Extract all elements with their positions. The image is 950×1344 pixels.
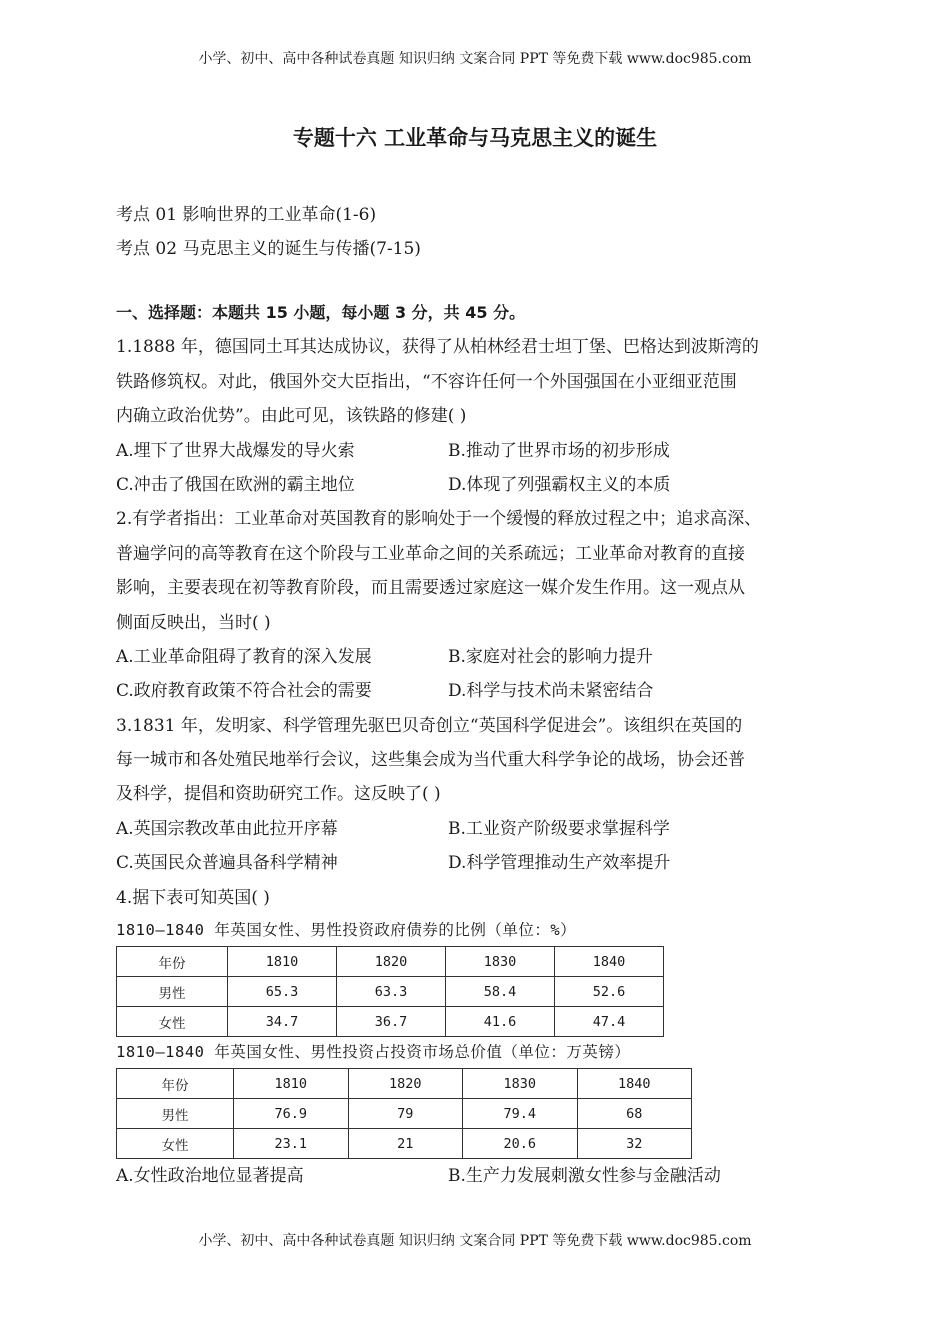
table-row	[117, 1069, 692, 1099]
question-text: 内确立政治优势”。由此可见，该铁路的修建( )	[116, 406, 467, 427]
page-title: 专题十六 工业革命与马克思主义的诞生	[292, 126, 658, 150]
table-row	[117, 977, 664, 1007]
option-c: C.英国民众普遍具备科学精神	[116, 853, 338, 874]
topic-item: 考点 01 影响世界的工业革命(1-6)	[116, 205, 377, 225]
question-text: 3.1831 年，发明家、科学管理先驱巴贝奇创立“英国科学促进会”。该组织在英国的	[116, 715, 743, 736]
option-a: A.女性政治地位显著提高	[116, 1166, 304, 1187]
table-cell: 65.3	[228, 977, 337, 1007]
topic-item: 考点 02 马克思主义的诞生与传播(7-15)	[116, 239, 421, 259]
table-cell: 23.1	[234, 1129, 349, 1159]
bond-ratio-table	[116, 946, 664, 1037]
table-cell: 1840	[577, 1069, 692, 1099]
question-text: 侧面反映出，当时( )	[116, 612, 271, 633]
table-caption: 1810—1840 年英国女性、男性投资占投资市场总价值（单位：万英镑）	[116, 1043, 631, 1062]
question-3	[116, 709, 836, 881]
option-b: B.生产力发展刺激女性参与金融活动	[448, 1166, 721, 1187]
option-d: D.体现了列强霸权主义的本质	[448, 474, 671, 495]
option-d: D.科学与技术尚未紧密结合	[448, 681, 654, 702]
table-cell: 52.6	[555, 977, 664, 1007]
table-cell: 1820	[337, 947, 446, 977]
table-cell: 79	[348, 1099, 463, 1129]
option-b: B.家庭对社会的影响力提升	[448, 646, 653, 667]
table-cell: 34.7	[228, 1007, 337, 1037]
table-cell: 63.3	[337, 977, 446, 1007]
option-a: A.埋下了世界大战爆发的导火索	[116, 440, 355, 461]
question-2	[116, 502, 836, 708]
option-b: B.推动了世界市场的初步形成	[448, 440, 670, 461]
question-1	[116, 330, 836, 502]
table-cell: 36.7	[337, 1007, 446, 1037]
market-value-table	[116, 1068, 692, 1159]
page-header: 小学、初中、高中各种试卷真题 知识归纳 文案合同 PPT 等免费下载 www.doc985.com	[198, 51, 752, 67]
question-text: 每一城市和各处殖民地举行会议，这些集会成为当代重大科学争论的战场，协会还普	[116, 750, 745, 771]
question-text: 1.1888 年，德国同土耳其达成协议，获得了从柏林经君士坦丁堡、巴格达到波斯湾的	[116, 337, 759, 358]
question-text: 普遍学问的高等教育在这个阶段与工业革命之间的关系疏远；工业革命对教育的直接	[116, 543, 745, 564]
table-cell: 58.4	[446, 977, 555, 1007]
option-c: C.冲击了俄国在欧洲的霸主地位	[116, 474, 355, 495]
question-text: 影响，主要表现在初等教育阶段，而且需要透过家庭这一媒介发生作用。这一观点从	[116, 578, 745, 599]
table-cell: 女性	[117, 1129, 234, 1159]
topic-list	[116, 198, 421, 266]
table-row	[117, 1099, 692, 1129]
question-text: 及科学，提倡和资助研究工作。这反映了( )	[116, 784, 441, 805]
table-cell: 1810	[234, 1069, 349, 1099]
table-cell: 1810	[228, 947, 337, 977]
table-cell: 21	[348, 1129, 463, 1159]
option-c: C.政府教育政策不符合社会的需要	[116, 681, 372, 702]
table-row	[117, 947, 664, 977]
option-d: D.科学管理推动生产效率提升	[448, 853, 671, 874]
table-cell: 男性	[117, 1099, 234, 1129]
question-text: 铁路修筑权。对此，俄国外交大臣指出，“不容许任何一个外国强国在小亚细亚范围	[116, 371, 737, 392]
section-title: 一、选择题：本题共 15 小题，每小题 3 分，共 45 分。	[116, 303, 526, 322]
table-cell: 41.6	[446, 1007, 555, 1037]
table-cell: 年份	[117, 1069, 234, 1099]
table-cell: 年份	[117, 947, 228, 977]
table-cell: 20.6	[463, 1129, 578, 1159]
page-footer: 小学、初中、高中各种试卷真题 知识归纳 文案合同 PPT 等免费下载 www.doc985.com	[198, 1233, 752, 1249]
table-cell: 32	[577, 1129, 692, 1159]
option-a: A.工业革命阻碍了教育的深入发展	[116, 646, 372, 667]
table-cell: 男性	[117, 977, 228, 1007]
option-b: B.工业资产阶级要求掌握科学	[448, 818, 670, 839]
table-cell: 1830	[446, 947, 555, 977]
table-row	[117, 1007, 664, 1037]
table-caption: 1810—1840 年英国女性、男性投资政府债券的比例（单位：%）	[116, 921, 577, 940]
table-cell: 1830	[463, 1069, 578, 1099]
table-cell: 1840	[555, 947, 664, 977]
table-cell: 76.9	[234, 1099, 349, 1129]
question-text: 4.据下表可知英国( )	[116, 887, 270, 908]
table-row	[117, 1129, 692, 1159]
table-cell: 68	[577, 1099, 692, 1129]
table-cell: 女性	[117, 1007, 228, 1037]
question-body	[116, 296, 836, 1193]
table-cell: 1820	[348, 1069, 463, 1099]
option-a: A.英国宗教改革由此拉开序幕	[116, 818, 338, 839]
table-cell: 47.4	[555, 1007, 664, 1037]
question-4	[116, 881, 836, 1194]
question-text: 2.有学者指出：工业革命对英国教育的影响处于一个缓慢的释放过程之中；追求高深、	[116, 509, 762, 530]
table-cell: 79.4	[463, 1099, 578, 1129]
